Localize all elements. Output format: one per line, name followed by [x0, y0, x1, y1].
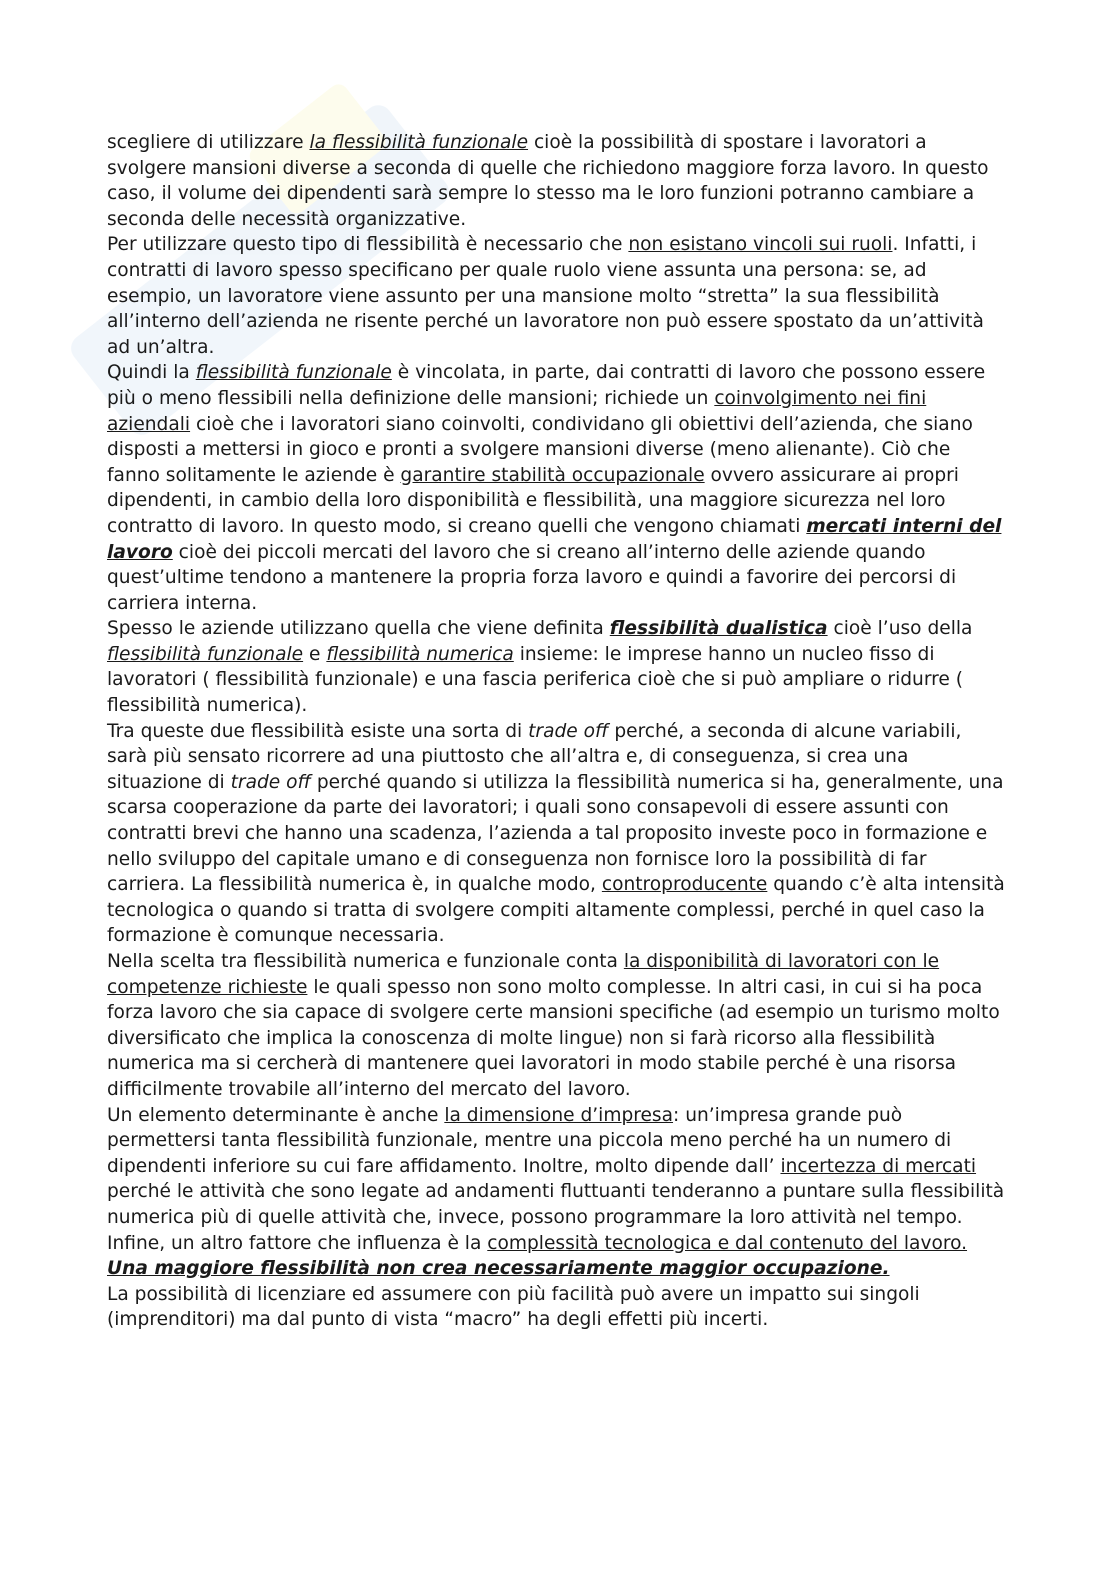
emphasis-text: la disponibilità di lavoratori con le competenze richieste — [107, 951, 940, 998]
emphasis-text: Una maggiore flessibilità non crea necessariamente maggior occupazione. — [107, 1258, 890, 1280]
emphasis-text: trade off — [230, 771, 311, 793]
text-run: cioè la possibilità di spostare i lavoratori a svolgere mansioni diverse a seconda di quelle che richiedono maggiore forza lavoro. In questo caso, il volume dei dipendenti sarà sempre lo stesso ma le loro funzioni potranno cambiare a seconda delle necessità organizzative. — [107, 132, 989, 230]
paragraph-1 — [107, 130, 1007, 232]
paragraph-7 — [107, 1103, 1007, 1257]
paragraph-9 — [107, 1282, 1007, 1333]
text-run: Per utilizzare questo tipo di flessibilità è necessario che — [107, 234, 629, 256]
text-run: insieme: le imprese hanno un nucleo fisso di lavoratori ( flessibilità funzionale) e una fascia periferica cioè che si può ampliare o ridurre ( flessibilità numerica). — [107, 643, 963, 717]
text-run: è vincolata, in parte, dai contratti di lavoro che possono essere più o meno flessibili nella definizione delle mansioni; richiede un — [107, 362, 986, 409]
paragraph-2 — [107, 232, 1007, 360]
text-run: cioè che i lavoratori siano coinvolti, condividano gli obiettivi dell’azienda, che siano disposti a mettersi in gioco e pronti a svolgere mansioni diverse (meno alienante). Ciò che fanno solitamente le aziende è — [107, 413, 973, 486]
emphasis-text: flessibilità dualistica — [609, 618, 828, 640]
text-run: . Infatti, i contratti di lavoro spesso specificano per quale ruolo viene assunta una persona: se, ad esempio, un lavoratore viene assunto per una mansione molto “stretta” la sua flessibilità all’interno dell’azienda ne risente perché un lavoratore non può essere spostato da un’attività ad un’altra. — [107, 234, 984, 358]
text-run: e — [303, 643, 327, 665]
paragraph-3 — [107, 360, 1007, 616]
emphasis-text: flessibilità numerica — [326, 643, 514, 665]
text-run: perché quando si utilizza la flessibilità numerica si ha, generalmente, una scarsa cooperazione da parte dei lavoratori; i quali sono consapevoli di essere assunti con contratti brevi che hanno una scadenza, l’azienda a tal proposito investe poco in formazione e nello sviluppo del capitale umano e di conseguenza non fornisce loro la possibilità di far carriera. La flessibilità numerica è, in qualche modo, — [107, 771, 1004, 896]
text-run: Spesso le aziende utilizzano quella che viene definita — [107, 618, 610, 640]
emphasis-text: trade off — [528, 720, 609, 742]
emphasis-text: mercati interni del lavoro — [107, 515, 1002, 563]
emphasis-text: la dimensione d’impresa — [444, 1104, 674, 1126]
paragraph-8 — [107, 1256, 1007, 1282]
document-body — [107, 130, 1007, 1333]
paragraph-4 — [107, 616, 1007, 718]
text-run: Quindi la — [107, 362, 196, 384]
text-run: ovvero assicurare ai propri dipendenti, in cambio della loro disponibilità e flessibilità, una maggiore sicurezza nel loro contratto di lavoro. In questo modo, si creano quelli che vengono chiamati — [107, 464, 959, 537]
text-run: Un elemento determinante è anche — [107, 1104, 445, 1126]
paragraph-5 — [107, 719, 1007, 949]
paragraph-6 — [107, 949, 1007, 1103]
emphasis-text: incertezza di mercati — [780, 1155, 977, 1177]
text-run: scegliere di utilizzare — [107, 132, 310, 153]
text-run: perché, a seconda di alcune variabili, sarà più sensato ricorrere ad una piuttosto che all’altra e, di conseguenza, si crea una situazione di — [107, 720, 962, 793]
text-run: quando c’è alta intensità tecnologica o quando si tratta di svolgere compiti altamente complessi, perché in quel caso la formazione è comunque necessaria. — [107, 874, 1005, 947]
text-run: Tra queste due flessibilità esiste una sorta di — [107, 720, 529, 742]
emphasis-text: la flessibilità funzionale — [309, 132, 529, 153]
text-run: cioè l’uso della — [827, 618, 973, 640]
emphasis-text: garantire stabilità occupazionale — [400, 464, 705, 486]
emphasis-text: complessità tecnologica e dal contenuto del lavoro. — [487, 1232, 968, 1254]
emphasis-text: flessibilità funzionale — [195, 362, 392, 384]
text-run: : un’impresa grande può permettersi tanta flessibilità funzionale, mentre una piccola meno perché ha un numero di dipendenti inferiore su cui fare affidamento. Inoltre, molto dipende dall’ — [107, 1104, 952, 1177]
emphasis-text: non esistano vincoli sui ruoli — [628, 234, 893, 256]
text-run: perché le attività che sono legate ad andamenti fluttuanti tenderanno a puntare sulla flessibilità numerica più di quelle attività che, invece, possono programmare la loro attività nel tempo. Infine, un altro fattore che influenza è la — [107, 1181, 1005, 1254]
text-run: cioè dei piccoli mercati del lavoro che si creano all’interno delle aziende quando quest’ultime tendono a mantenere la propria forza lavoro e quindi a favorire dei percorsi di carriera interna. — [107, 541, 957, 614]
emphasis-text: controproducente — [601, 874, 768, 896]
text-run: Nella scelta tra flessibilità numerica e funzionale conta — [107, 951, 624, 972]
text-run: La possibilità di licenziare ed assumere con più facilità può avere un impatto sui singoli (imprenditori) ma dal punto di vista “macro” ha degli effetti più incerti. — [107, 1283, 920, 1331]
emphasis-text: flessibilità funzionale — [107, 643, 304, 665]
emphasis-text: coinvolgimento nei fini aziendali — [107, 387, 927, 435]
text-run: le quali spesso non sono molto complesse. In altri casi, in cui si ha poca forza lavoro che sia capace di svolgere certe mansioni specifiche (ad esempio un turismo molto diversificato che implica la conoscenza di molte lingue) non si farà ricorso alla flessibilità numerica ma si cercherà di mantenere quei lavoratori in modo stabile perché è una risorsa difficilmente trovabile all’interno del mercato del lavoro. — [107, 976, 1000, 1100]
